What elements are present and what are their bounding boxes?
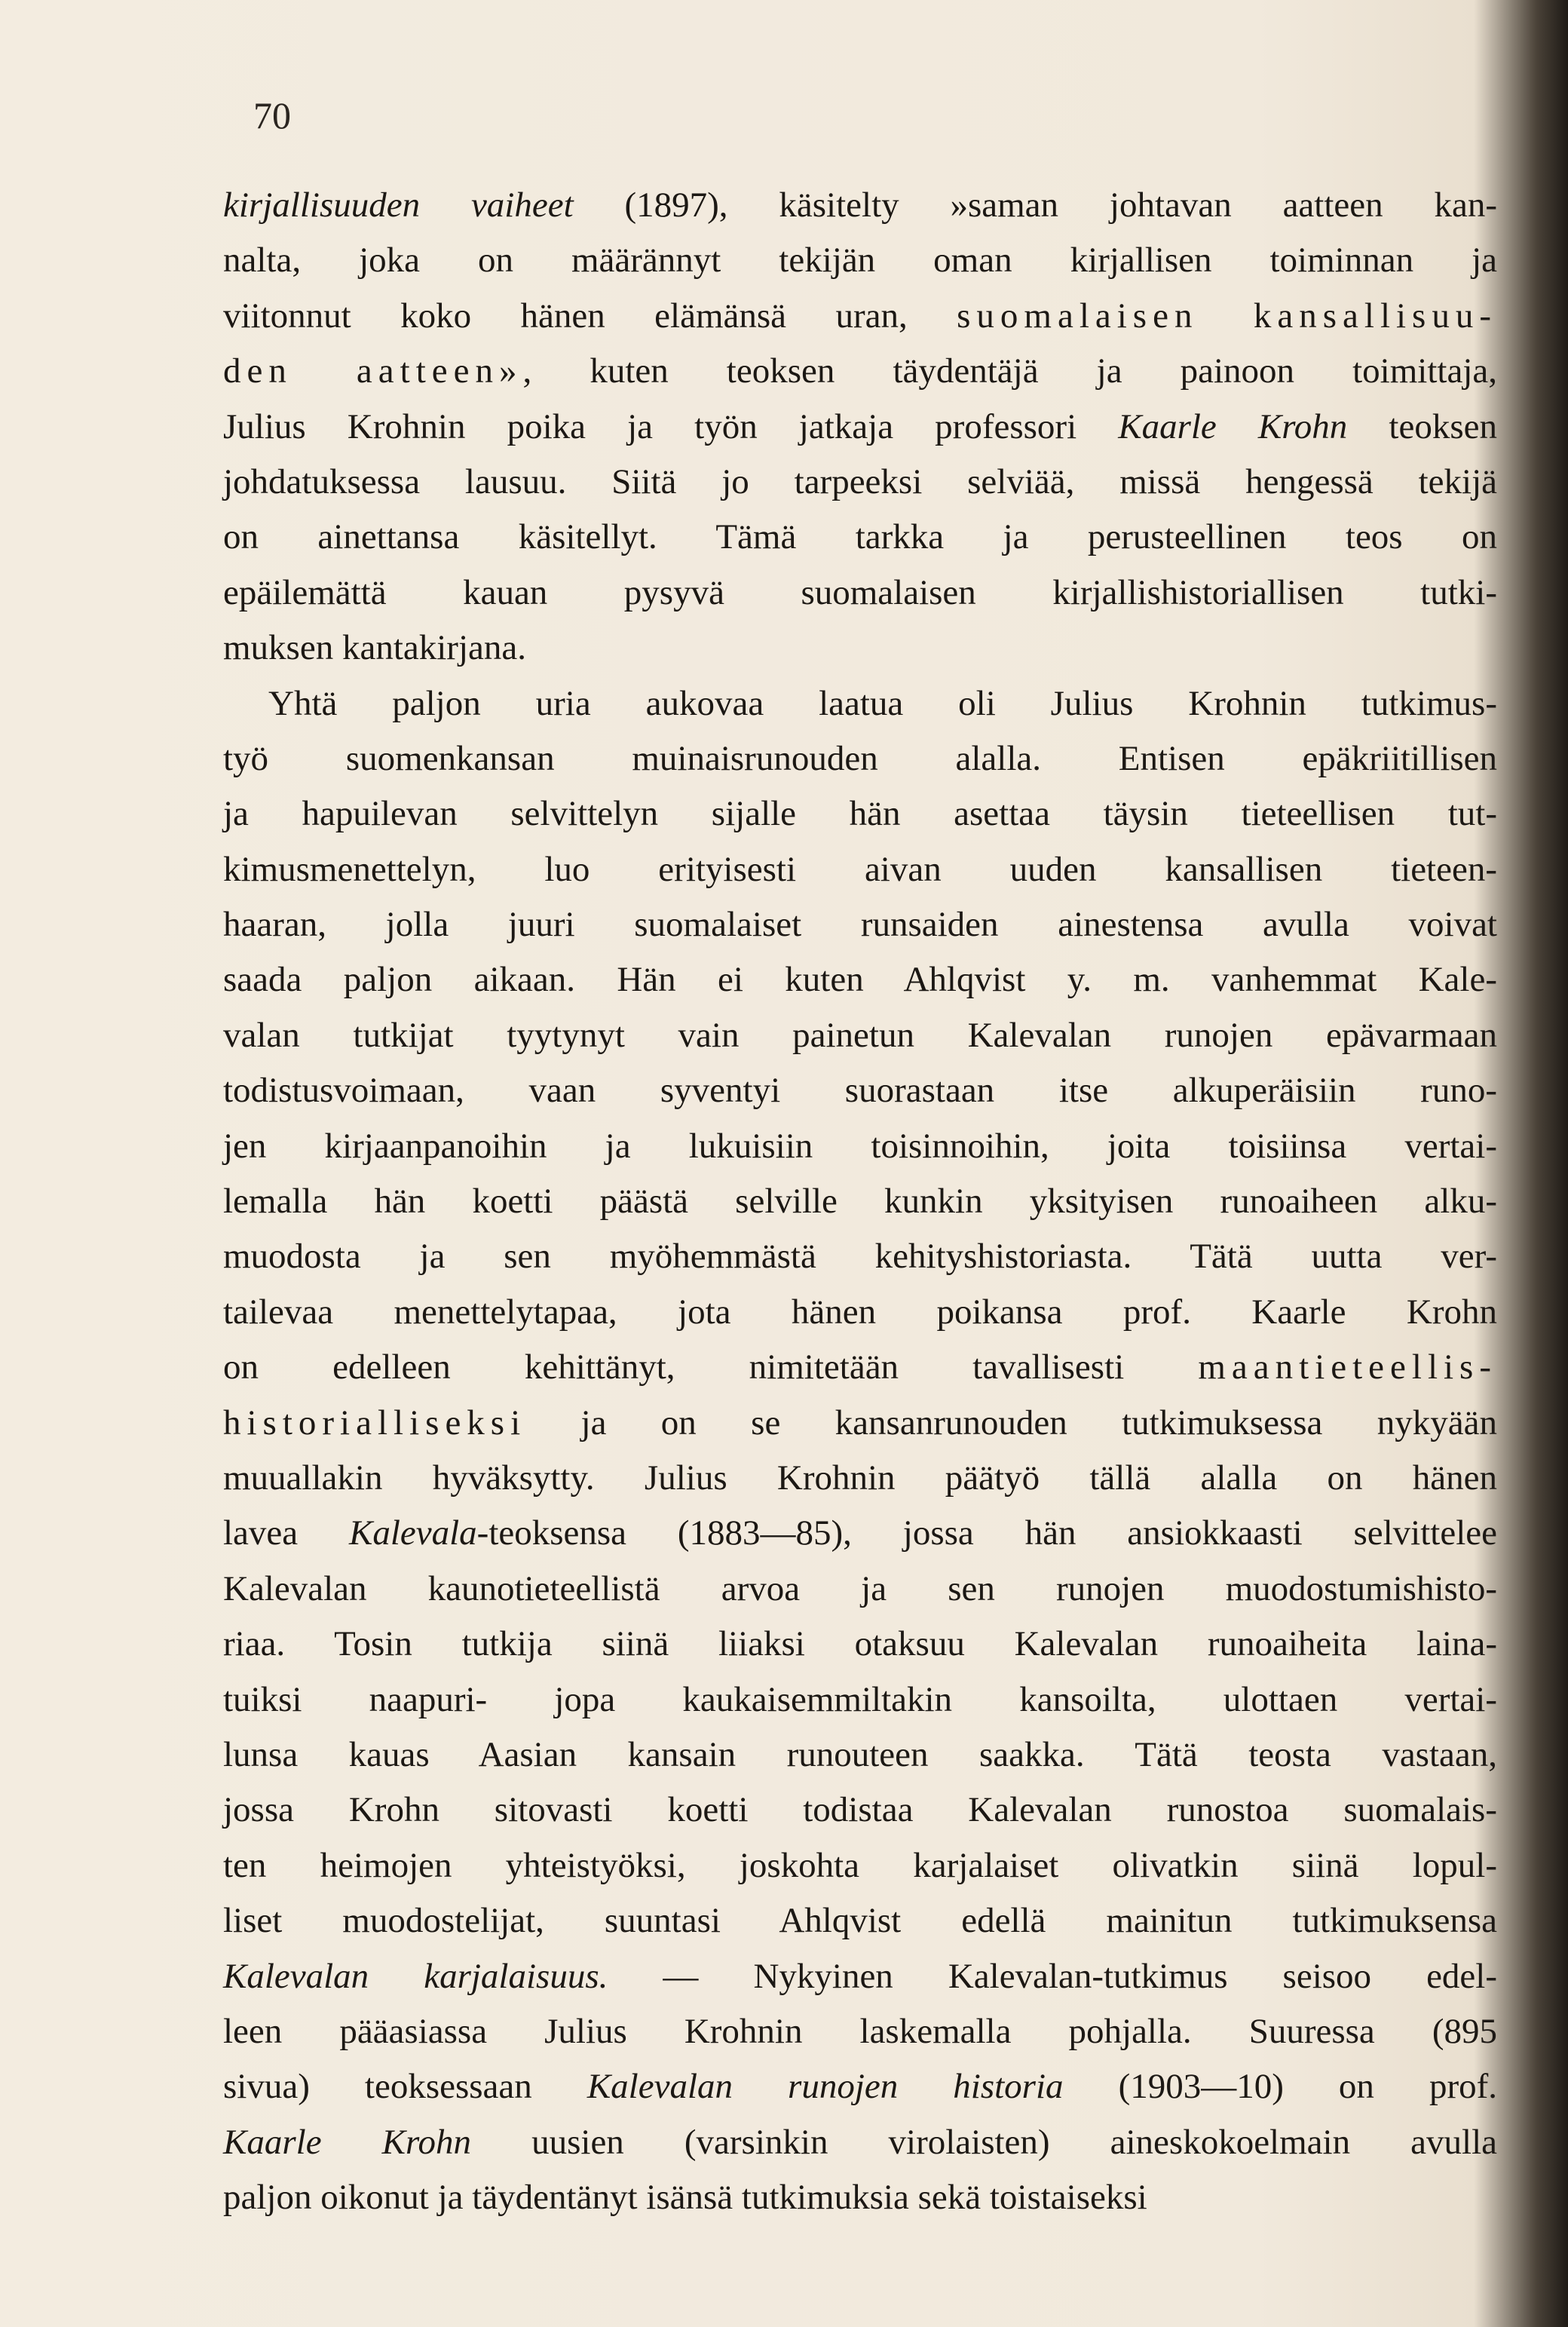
- text-segment: lemalla hän koetti päästä selville kunkin yksityisen runoaiheen alku-: [223, 1182, 1497, 1222]
- text-line: [223, 1229, 1497, 1284]
- text-line: [223, 1451, 1497, 1506]
- text-line: [223, 1506, 1497, 1561]
- text-segment: muodosta ja sen myöhemmästä kehityshistoriasta. Tätä uutta ver-: [223, 1237, 1497, 1277]
- text-line: [223, 1174, 1497, 1229]
- text-segment: paljon oikonut ja täydentänyt isänsä tutkimuksia sekä toistaiseksi: [223, 2178, 1147, 2218]
- text-segment: muksen kantakirjana.: [223, 628, 526, 668]
- text-segment: Kalevalan kaunotieteellistä arvoa ja sen runojen muodostumishisto-: [223, 1568, 1497, 1608]
- text-segment: sivua) teoksessaan: [223, 2067, 587, 2107]
- text-segment: tailevaa menettelytapaa, jota hänen poikansa prof. Kaarle Krohn: [223, 1292, 1497, 1332]
- text-line: [223, 344, 1497, 399]
- text-segment: , kuten teoksen täydentäjä ja painoon toimittaja,: [522, 351, 1498, 391]
- text-segment: on ainettansa käsitellyt. Tämä tarkka ja perusteellinen teos on: [223, 517, 1497, 557]
- italic-text: Kaarle Krohn: [223, 2122, 472, 2162]
- text-line: [223, 1008, 1497, 1063]
- text-segment: (1903—10) on prof.: [1063, 2067, 1498, 2107]
- text-segment: työ suomenkansan muinaisrunouden alalla. Entisen epäkriitillisen: [223, 738, 1497, 778]
- text-line: [223, 1783, 1497, 1838]
- text-line: [223, 1340, 1497, 1395]
- text-segment: ten heimojen yhteistyöksi, joskohta karjalaiset olivatkin siinä lopul-: [223, 1845, 1497, 1885]
- text-line: [223, 952, 1497, 1007]
- text-line: [223, 400, 1497, 455]
- text-line: [223, 289, 1497, 344]
- text-segment: viitonnut koko hänen elämänsä uran,: [223, 296, 957, 336]
- text-segment: jossa Krohn sitovasti koetti todistaa Kalevalan runostoa suomalais-: [223, 1790, 1497, 1830]
- spaced-emphasis-text: suomalaisen kansallisuu-: [957, 296, 1498, 336]
- text-segment: uusien (varsinkin virolaisten) aineskokoelmain avulla: [471, 2122, 1498, 2162]
- text-line: [223, 2059, 1497, 2114]
- text-line: [223, 178, 1497, 233]
- text-line: [223, 510, 1497, 565]
- text-segment: epäilemättä kauan pysyvä suomalaisen kirjallishistoriallisen tutki-: [223, 572, 1497, 612]
- text-line: [223, 2170, 1497, 2225]
- text-segment: leen pääasiassa Julius Krohnin laskemalla pohjalla. Suuressa (895: [223, 2011, 1497, 2051]
- text-line: [223, 1562, 1497, 1617]
- text-line: [223, 1949, 1497, 2004]
- text-segment: liset muodostelijat, suuntasi Ahlqvist edellä mainitun tutkimuksensa: [223, 1901, 1497, 1941]
- italic-text: Kaarle Krohn: [1118, 406, 1348, 446]
- text-segment: Yhtä paljon uria aukovaa laatua oli Julius Krohnin tutkimus-: [268, 683, 1497, 723]
- text-segment: kimusmenettelyn, luo erityisesti aivan uuden kansallisen tieteen-: [223, 849, 1497, 889]
- text-line: [223, 621, 1497, 676]
- text-line: [223, 1893, 1497, 1948]
- text-segment: jen kirjaanpanoihin ja lukuisiin toisinnoihin, joita toisiinsa vertai-: [223, 1126, 1497, 1166]
- text-segment: ja on se kansanrunouden tutkimuksessa nykyään: [526, 1403, 1497, 1442]
- italic-text: kirjallisuuden vaiheet: [223, 185, 574, 225]
- text-line: [223, 1119, 1497, 1174]
- text-segment: saada paljon aikaan. Hän ei kuten Ahlqvist y. m. vanhemmat Kale-: [223, 960, 1497, 1000]
- text-line: [223, 1396, 1497, 1451]
- text-line: [223, 1728, 1497, 1783]
- page-number: 70: [253, 94, 291, 136]
- text-line: [223, 676, 1497, 731]
- spaced-emphasis-text: maantieteellis-: [1198, 1347, 1497, 1387]
- text-line: [223, 233, 1497, 288]
- text-line: [223, 566, 1497, 621]
- text-line: [223, 455, 1497, 510]
- text-segment: lunsa kauas Aasian kansain runouteen saakka. Tätä teosta vastaan,: [223, 1734, 1497, 1774]
- text-segment: ja hapuilevan selvittelyn sijalle hän asettaa täysin tieteellisen tut-: [223, 794, 1497, 834]
- text-line: [223, 842, 1497, 897]
- text-line: [223, 1285, 1497, 1340]
- text-segment: riaa. Tosin tutkija siinä liiaksi otaksuu Kalevalan runoaiheita laina-: [223, 1624, 1497, 1664]
- text-segment: teoksen: [1347, 406, 1497, 446]
- italic-text: Kalevala: [348, 1513, 477, 1553]
- text-segment: Julius Krohnin poika ja työn jatkaja professori: [223, 406, 1119, 446]
- text-segment: — Nykyinen Kalevalan-tutkimus seisoo edel-: [608, 1956, 1497, 1996]
- text-segment: nalta, joka on määrännyt tekijän oman kirjallisen toiminnan ja: [223, 241, 1497, 281]
- text-line: [223, 1617, 1497, 1672]
- text-line: [223, 731, 1497, 786]
- text-segment: lavea: [223, 1513, 349, 1553]
- text-line: [223, 786, 1497, 842]
- text-line: [223, 897, 1497, 952]
- text-line: [223, 2115, 1497, 2170]
- text-segment: haaran, jolla juuri suomalaiset runsaiden ainestensa avulla voivat: [223, 905, 1497, 945]
- text-segment: (1897), käsitelty »saman johtavan aatteen kan-: [573, 185, 1497, 225]
- text-segment: valan tutkijat tyytynyt vain painetun Kalevalan runojen epävarmaan: [223, 1015, 1497, 1055]
- text-line: [223, 1838, 1497, 1893]
- text-segment: todistusvoimaan, vaan syventyi suorastaan itse alkuperäisiin runo-: [223, 1071, 1497, 1111]
- text-segment: johdatuksessa lausuu. Siitä jo tarpeeksi selviää, missä hengessä tekijä: [223, 461, 1497, 501]
- text-segment: on edelleen kehittänyt, nimitetään tavallisesti: [223, 1347, 1199, 1387]
- italic-text: Kalevalan runojen historia: [586, 2067, 1064, 2107]
- text-line: [223, 1063, 1497, 1118]
- spaced-emphasis-text: historialliseksi: [223, 1403, 527, 1442]
- spaced-emphasis-text: den aatteen»: [223, 351, 523, 391]
- text-line: [223, 2004, 1497, 2059]
- text-segment: -teoksensa (1883—85), jossa hän ansiokkaasti selvittelee: [476, 1513, 1498, 1553]
- italic-text: Kalevalan karjalaisuus.: [223, 1956, 608, 1996]
- text-segment: tuiksi naapuri- jopa kaukaisemmiltakin kansoilta, ulottaen vertai-: [223, 1679, 1497, 1719]
- text-segment: muuallakin hyväksytty. Julius Krohnin päätyö tällä alalla on hänen: [223, 1458, 1497, 1498]
- body-text: [223, 178, 1497, 2225]
- text-line: [223, 1672, 1497, 1728]
